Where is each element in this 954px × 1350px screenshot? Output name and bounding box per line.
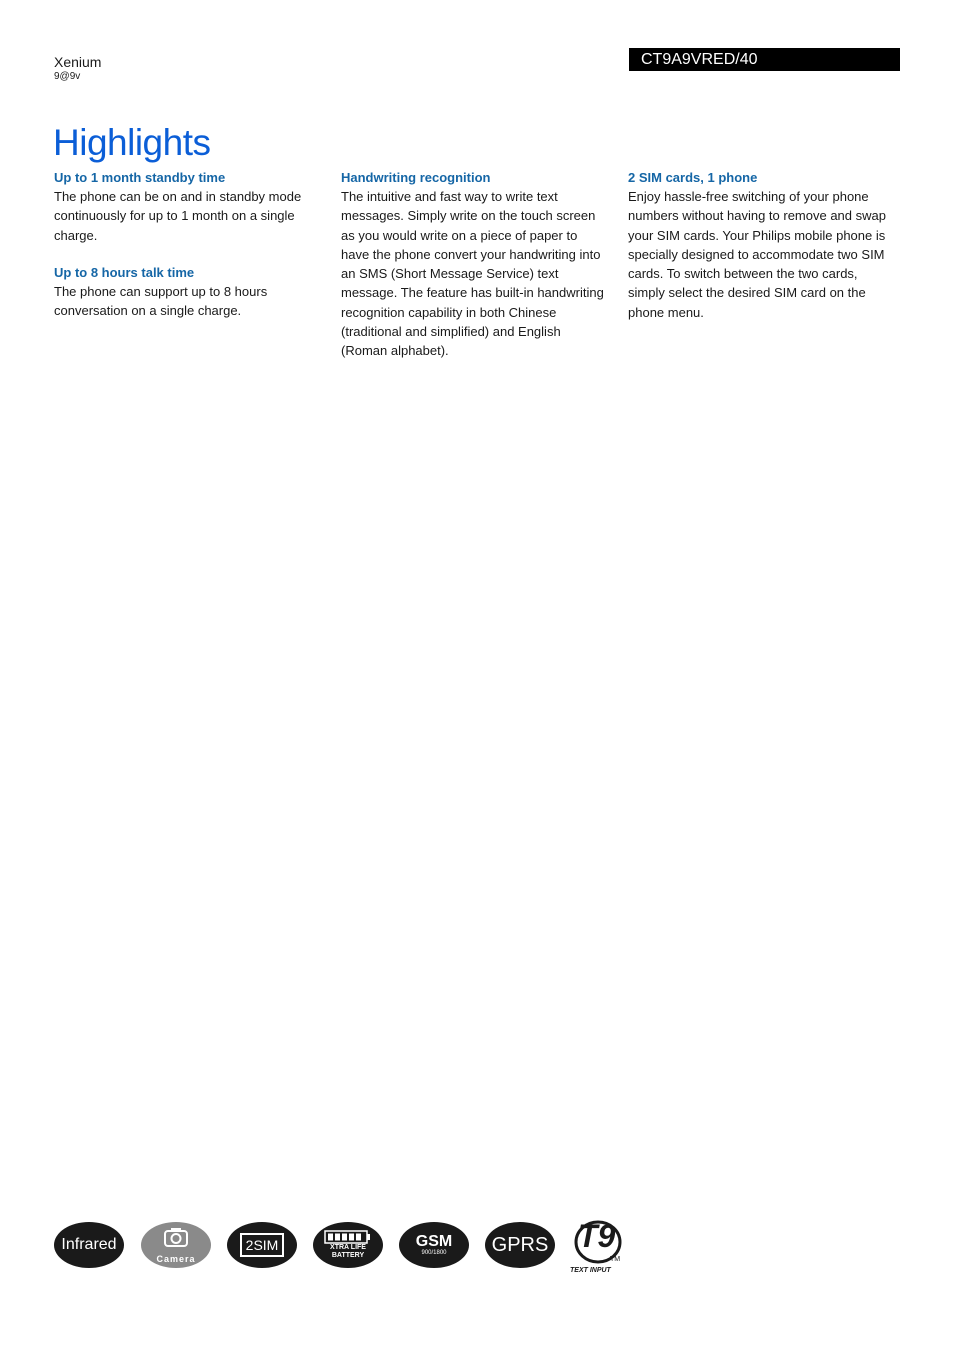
battery-glyph — [324, 1230, 372, 1244]
battery-icon — [313, 1222, 383, 1268]
feature-title: Handwriting recognition — [341, 170, 491, 185]
product-code: CT9A9VRED/40 — [641, 51, 758, 68]
t9-icon — [568, 1212, 648, 1282]
feature-title: Up to 8 hours talk time — [54, 264, 195, 280]
gsm-label: GSM — [415, 1232, 453, 1250]
sim-label: 2SIM — [245, 1237, 279, 1253]
model-name: 9@9v — [54, 71, 81, 82]
battery-label-line1: XTRA LIFE — [330, 1244, 366, 1251]
feature-column-2 — [341, 168, 606, 379]
feature-talk-time — [54, 263, 319, 321]
brand-name: Xenium — [54, 54, 102, 70]
feature-column-3 — [628, 168, 893, 340]
gprs-icon — [485, 1222, 555, 1268]
dual-sim-icon — [227, 1222, 297, 1268]
camera-icon — [141, 1222, 211, 1268]
feature-body: The intuitive and fast way to write text messages. Simply write on the touch screen as you would write on a piece of paper to have the phone convert your handwriting into an SMS (Short Message Service) text message. The feature has built-in handwriting recognition capability in both Chinese (traditional and simplified) and English (Roman alphabet). — [341, 189, 604, 359]
feature-body: Enjoy hassle-free switching of your phone numbers without having to remove and swap your SIM cards. Your Philips mobile phone is specially designed to accommodate two SIM cards. To switch between the two cards, simply select the desired SIM card on the phone menu. — [628, 189, 886, 320]
product-code-box — [629, 48, 900, 71]
feature-icons-row — [54, 1212, 654, 1292]
feature-body: The phone can support up to 8 hours conversation on a single charge. — [54, 283, 268, 319]
feature-standby — [54, 168, 319, 245]
infrared-icon — [54, 1222, 124, 1268]
infrared-label: Infrared — [61, 1236, 117, 1253]
feature-column-1 — [54, 168, 319, 338]
battery-label-line2: BATTERY — [331, 1252, 365, 1259]
gsm-sub-label: 900/1800 — [421, 1249, 447, 1256]
t9-label: T9 — [578, 1218, 616, 1254]
feature-title: 2 SIM cards, 1 phone — [628, 170, 758, 185]
gsm-icon — [399, 1222, 469, 1268]
feature-dual-sim — [628, 168, 893, 322]
feature-handwriting — [341, 168, 606, 361]
camera-label: Camera — [156, 1254, 196, 1264]
t9-tm: TM — [610, 1256, 621, 1263]
feature-title: Up to 1 month standby time — [54, 170, 226, 185]
gprs-label: GPRS — [491, 1233, 549, 1256]
page-title: Highlights — [53, 121, 211, 163]
feature-body: The phone can be on and in standby mode continuously for up to 1 month on a single charge. — [54, 189, 302, 243]
sim-frame — [240, 1233, 285, 1257]
t9-sub-label: TEXT INPUT — [570, 1267, 611, 1274]
